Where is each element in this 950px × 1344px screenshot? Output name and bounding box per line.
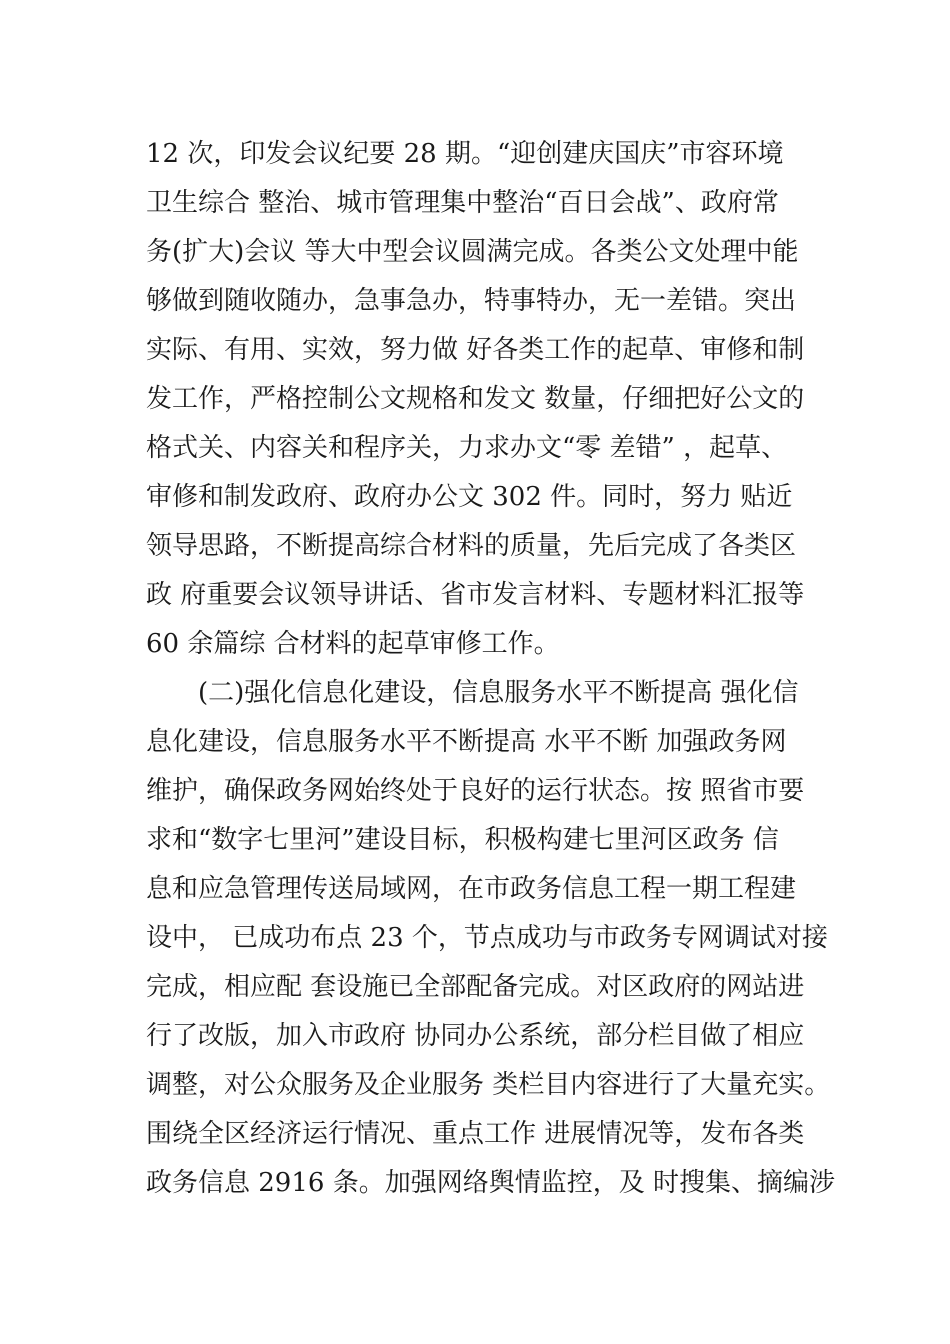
text-line: 政务信息 2916 条。加强网络舆情监控，及 时搜集、摘编涉 [146, 1168, 835, 1198]
text-line: 60 余篇综 合材料的起草审修工作。 [146, 629, 560, 659]
text-line: 够做到随收随办，急事急办，特事特办，无一差错。突出 [146, 286, 797, 316]
text-line: 政 府重要会议领导讲话、省市发言材料、专题材料汇报等 [146, 580, 805, 610]
text-line: 求和“数字七里河”建设目标，积极构建七里河区政务 信 [146, 825, 779, 855]
text-line: 息化建设，信息服务水平不断提高 水平不断 加强政务网 [146, 727, 787, 757]
text-line: 维护，确保政务网始终处于良好的运行状态。按 照省市要 [146, 776, 805, 806]
text-line: 领导思路，不断提高综合材料的质量，先后完成了各类区 [146, 531, 797, 561]
text-line: 实际、有用、实效，努力做 好各类工作的起草、审修和制 [146, 335, 805, 365]
text-line: 息和应急管理传送局域网，在市政务信息工程一期工程建 [146, 874, 797, 904]
body-text [146, 130, 836, 1208]
text-line: 设中， 已成功布点 23 个，节点成功与市政务专网调试对接 [146, 923, 828, 953]
text-line: 12 次，印发会议纪要 28 期。“迎创建庆国庆”市容环境 [146, 139, 784, 169]
text-line: 审修和制发政府、政府办公文 302 件。同时，努力 贴近 [146, 482, 793, 512]
text-line: 行了改版，加入市政府 协同办公系统，部分栏目做了相应 [146, 1021, 805, 1051]
text-line: 调整，对公众服务及企业服务 类栏目内容进行了大量充实。 [146, 1070, 831, 1100]
section-heading-line: (二)强化信息化建设，信息服务水平不断提高 强化信 [198, 678, 799, 708]
text-line: 发工作，严格控制公文规格和发文 数量，仔细把好公文的 [146, 384, 805, 414]
text-line: 务(扩大)会议 等大中型会议圆满完成。各类公文处理中能 [146, 237, 799, 267]
text-line: 围绕全区经济运行情况、重点工作 进展情况等，发布各类 [146, 1119, 805, 1149]
text-line: 完成，相应配 套设施已全部配备完成。对区政府的网站进 [146, 972, 805, 1002]
text-line: 格式关、内容关和程序关，力求办文“零 差错” ，起草、 [146, 433, 788, 463]
text-line: 卫生综合 整治、城市管理集中整治“百日会战”、政府常 [146, 188, 779, 218]
